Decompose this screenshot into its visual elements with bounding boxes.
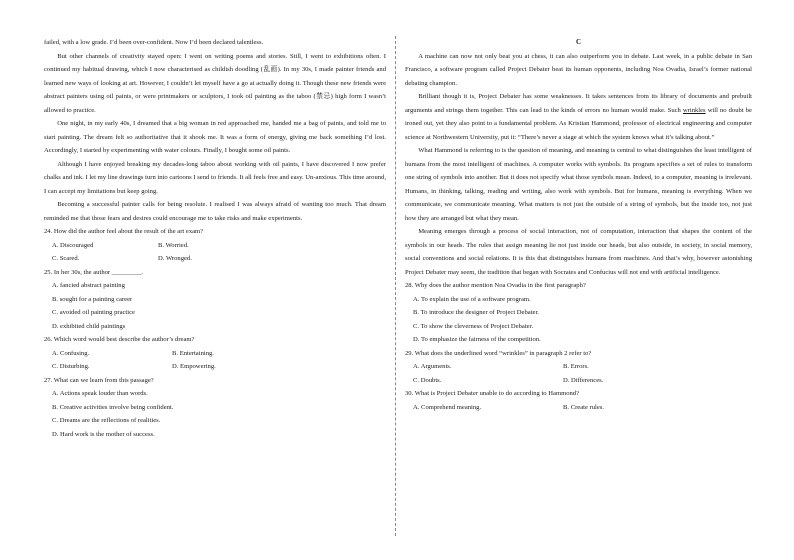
passage-paragraph: A machine can now not only beat you at chess, it can also outperform you in debate. Last week, in a public debate in San Francisco, a software program called Project Debater beat its human opponents, including Noa Ovadia, Israel’s former national debating champion. bbox=[405, 52, 752, 87]
option-a: A. Comprehend meaning. bbox=[413, 403, 482, 411]
paragraph-text: will no doubt be ironed out, yet they also point to a fundamental problem. As Kristian Hammond, professor of electrical engineering and computer science at Northwestern University, put it: “There’s never a stage at which the system knows what it’s talking about.” bbox=[405, 106, 752, 141]
option-c: C. Dreams are the reflections of realities. bbox=[52, 417, 161, 424]
option-b: B. Worried. bbox=[158, 241, 189, 249]
passage-paragraph: But other channels of creativity stayed open: I went on writing poems and stories. Still, I went to exhibitions often. I continued my habitual drawing, which I now characterised as childish doodling (乱画). In my 30s, I made painter friends and learned new ways of looking at art. However, I couldn’t let myself have a go at actually doing it. Though these new friends were abstract painters using oil paints, or were printmakers or sculptors, I took oil painting as the taboo (禁忌) high form I wasn’t allowed to practice. bbox=[44, 52, 386, 114]
question-stem: 28. Why does the author mention Noa Ovadia in the first paragraph? bbox=[405, 282, 586, 289]
section-title: C bbox=[575, 38, 582, 46]
question-28 bbox=[405, 279, 752, 347]
option-d: D. Empowering. bbox=[172, 363, 216, 370]
option-a: A. Discouraged bbox=[52, 241, 94, 249]
option-row bbox=[44, 239, 386, 253]
option-row bbox=[405, 401, 752, 415]
passage-paragraph: What Hammond is referring to is the question of meaning, and meaning is central to what distinguishes the least intelligent of humans from the most intelligent of machines. A computer works with symbols. Its program specifies a set of rules to transform one string of symbols into another. But it does not specify what those symbols mean. Indeed, to a computer, meaning is irrelevant. Humans, in thinking, talking, reading and writing, also work with symbols. But for humans, meaning is everything. When we communicate, we communicate meaning. What matters is not just the outside of a string of symbols, but the inside too, not just how they are arranged but what they mean. bbox=[405, 147, 752, 222]
option-a: A. Confusing. bbox=[52, 349, 90, 357]
option-a: A. Arguments. bbox=[413, 363, 452, 370]
option-c: C. Disturbing. bbox=[52, 363, 90, 370]
passage-paragraph: One night, in my early 40s, I dreamed that a big woman in red approached me, handed me a bag of paints, and told me to start painting. The dream felt so authoritative that it shook me. It was a form of energy, giving me back something I’d lost. Accordingly, I started by experimenting with water colours. Finally, I bought some oil paints. bbox=[44, 120, 386, 154]
passage-paragraph: Becoming a successful painter calls for being resolute. I realised I was always afraid of wanting too much. That dream reminded me that those fears and desires could encourage me to take risks and make experiments. bbox=[44, 201, 386, 222]
option-a: A. Actions speak louder than words. bbox=[52, 390, 148, 397]
option-a: A. fancied abstract painting bbox=[52, 282, 125, 289]
option-c: C. Scared. bbox=[52, 255, 80, 262]
option-d: D. Hard work is the mother of success. bbox=[52, 430, 155, 438]
option-row bbox=[405, 374, 752, 388]
question-stem: 29. What does the underlined word “wrinkles” in paragraph 2 refer to? bbox=[405, 349, 592, 357]
question-stem: 27. What can we learn from this passage? bbox=[44, 376, 154, 384]
option-d: D. exhibited child paintings bbox=[52, 322, 126, 330]
question-29 bbox=[405, 347, 752, 388]
question-stem: 24. How did the author feel about the result of the art exam? bbox=[44, 228, 204, 235]
option-row bbox=[44, 360, 386, 374]
option-d: D. To emphasize the fairness of the competition. bbox=[413, 336, 541, 343]
option-row bbox=[44, 347, 386, 361]
question-24 bbox=[44, 225, 386, 266]
option-row bbox=[44, 252, 386, 266]
question-stem: 30. What is Project Debater unable to do according to Hammond? bbox=[405, 390, 580, 397]
option-b: B. Create rules. bbox=[563, 403, 605, 411]
option-row bbox=[405, 360, 752, 374]
right-column bbox=[405, 36, 752, 414]
question-stem: 26. Which word would best describe the author’s dream? bbox=[44, 336, 195, 343]
option-c: C. To show the cleverness of Project Debater. bbox=[413, 322, 534, 330]
option-b: B. Errors. bbox=[563, 363, 589, 370]
paragraph-text: Brilliant though it is, Project Debater has some weaknesses. It takes sentences from its library of documents and prebuilt arguments and strings them together. This can lead to the kinds of errors no human would make. Such bbox=[405, 93, 752, 114]
passage-paragraph: failed, with a low grade. I’d been over-confident. Now I’d been declared talentless. bbox=[44, 39, 264, 46]
passage-paragraph: Meaning emerges through a process of social interaction, not of computation, interaction that shapes the content of the symbols in our heads. The rules that assign meaning lie not just inside our heads, but also outside, in society, in social memory, social conventions and social relations. It is this that distinguishes humans from machines. And that’s why, however astonishing Project Debater may seem, the tradition that began with Socrates and Confucius will not end with artificial intelligence. bbox=[405, 228, 752, 276]
option-d: D. Differences. bbox=[563, 376, 604, 384]
left-column bbox=[44, 36, 386, 441]
passage-paragraph bbox=[405, 90, 752, 144]
question-27 bbox=[44, 374, 386, 442]
option-b: B. Creative activities involve being confident. bbox=[52, 403, 174, 411]
passage-paragraph: Although I have enjoyed breaking my decades-long taboo about working with oil paints, I have discovered I now prefer chalks and ink. I let my line drawings turn into cartoons I send to friends. It all feels free and easy. Un-anxious. This time around, I can accept my limitations but keep going. bbox=[44, 160, 386, 195]
option-a: A. To explain the use of a software program. bbox=[413, 295, 531, 303]
option-c: C. avoided oil painting practice bbox=[52, 309, 135, 316]
question-30 bbox=[405, 387, 752, 414]
option-b: B. sought for a painting career bbox=[52, 295, 133, 303]
question-stem: 25. In her 30s, the author _________. bbox=[44, 268, 144, 276]
option-b: B. Entertaining. bbox=[172, 349, 214, 357]
question-26 bbox=[44, 333, 386, 374]
column-divider bbox=[395, 36, 396, 536]
question-25 bbox=[44, 266, 386, 334]
option-c: C. Doubts. bbox=[413, 376, 442, 384]
underlined-word: wrinkles bbox=[682, 106, 706, 114]
option-d: D. Wronged. bbox=[158, 255, 192, 262]
option-b: B. To introduce the designer of Project Debater. bbox=[413, 309, 539, 316]
